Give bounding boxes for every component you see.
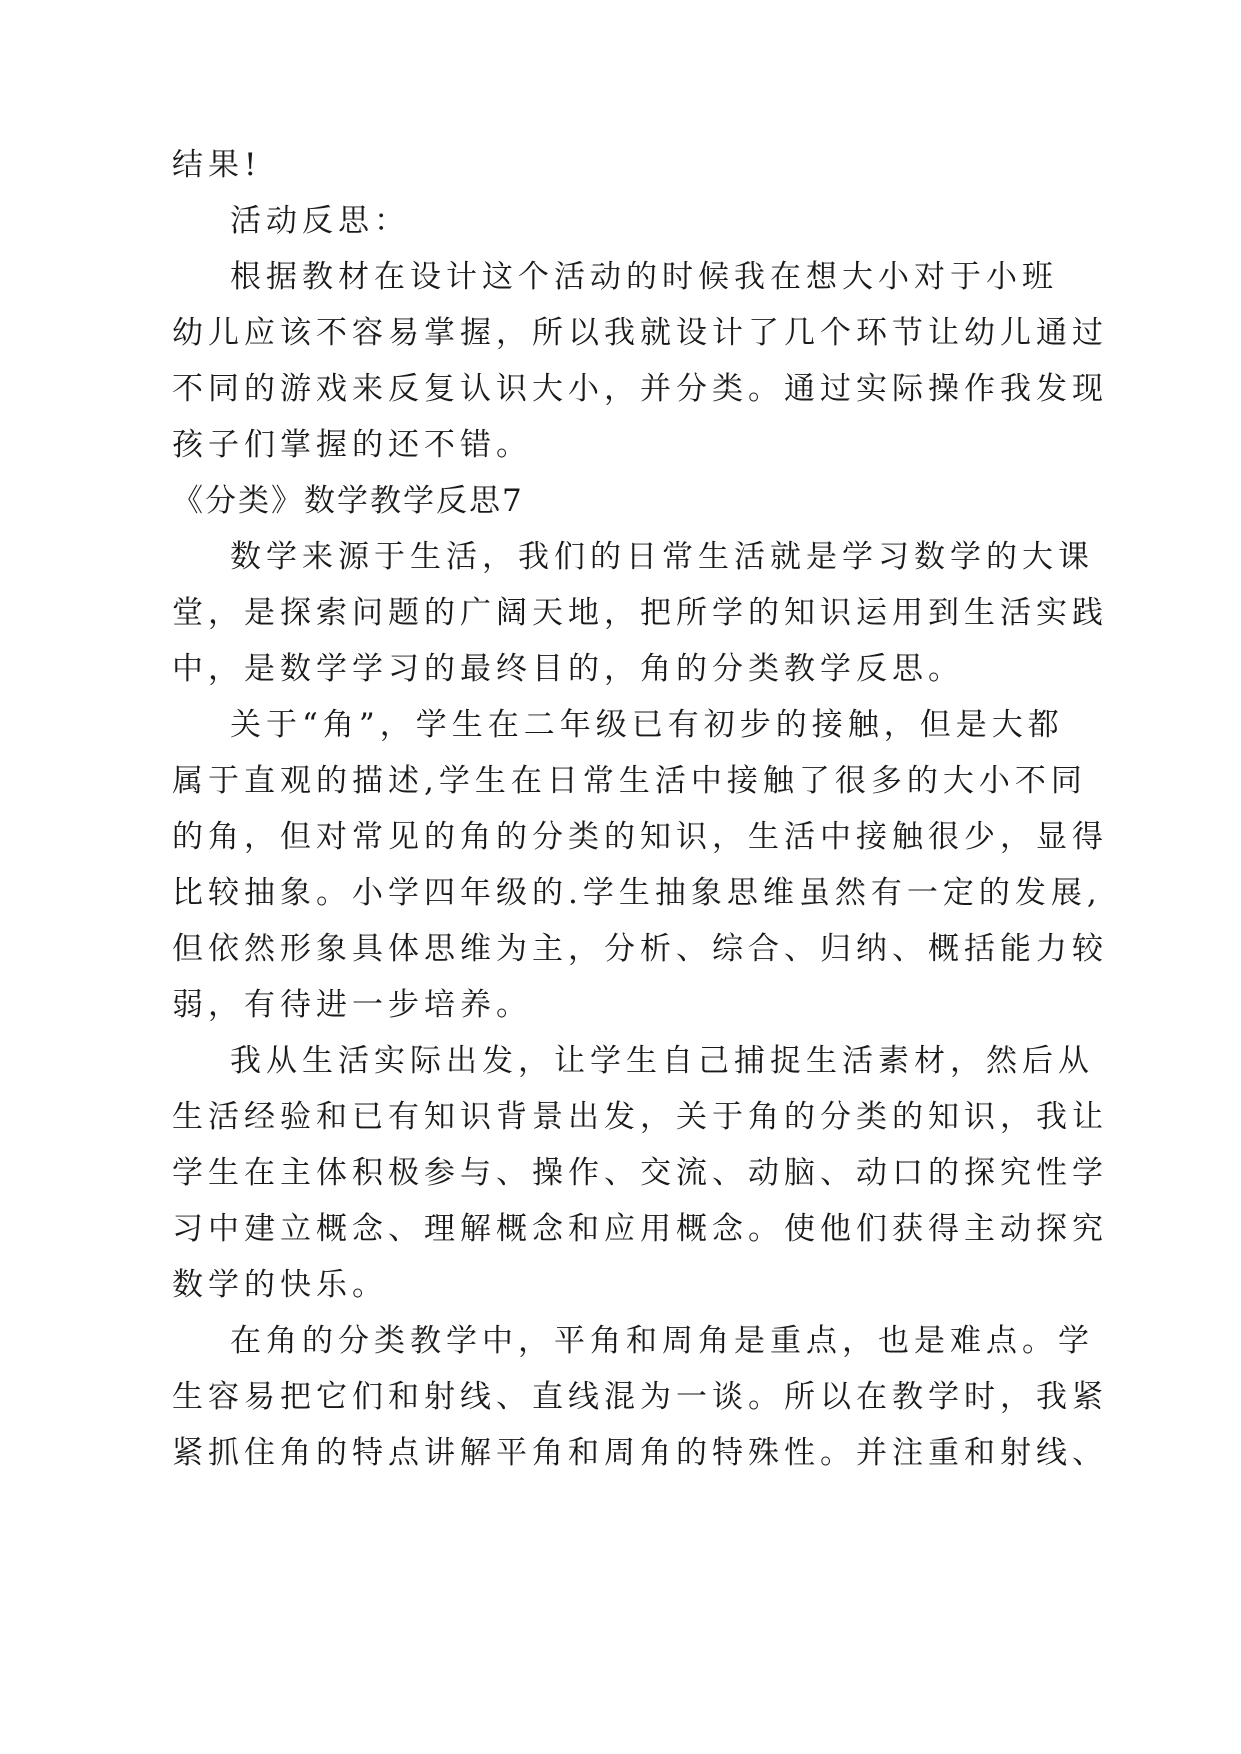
section-heading: 《分类》数学教学反思7 [172,483,524,519]
text-line: 我从生活实际出发，让学生自己捕捉生活素材，然后从 [230,1043,1094,1079]
text-line: 在角的分类教学中，平角和周角是重点，也是难点。学 [230,1323,1094,1359]
text-line: 属于直观的描述,学生在日常生活中接触了很多的大小不同 [172,763,1087,799]
text-line: 但依然形象具体思维为主，分析、综合、归纳、概括能力较 [172,931,1108,967]
text-line: 幼儿应该不容易掌握，所以我就设计了几个环节让幼儿通过 [172,315,1108,351]
text-line: 习中建立概念、理解概念和应用概念。使他们获得主动探究 [172,1211,1108,1247]
text-line: 结果! [172,147,262,183]
text-line: 堂，是探索问题的广阔天地，把所学的知识运用到生活实践 [172,595,1108,631]
text-line: 比较抽象。小学四年级的.学生抽象思维虽然有一定的发展, [172,875,1102,911]
text-line: 数学的快乐。 [172,1267,388,1303]
text-line: 紧抓住角的特点讲解平角和周角的特殊性。并注重和射线、 [172,1435,1108,1471]
text-line: 数学来源于生活，我们的日常生活就是学习数学的大课 [230,539,1094,575]
text-line: 生活经验和已有知识背景出发，关于角的分类的知识，我让 [172,1099,1108,1135]
text-line: 根据教材在设计这个活动的时候我在想大小对于小班 [230,259,1058,295]
text-line: 生容易把它们和射线、直线混为一谈。所以在教学时，我紧 [172,1379,1108,1415]
text-line: 的角，但对常见的角的分类的知识，生活中接触很少，显得 [172,819,1108,855]
text-line: 不同的游戏来反复认识大小，并分类。通过实际操作我发现 [172,371,1108,407]
text-line: 弱，有待进一步培养。 [172,987,532,1023]
text-line: 孩子们掌握的还不错。 [172,427,532,463]
section-heading: 活动反思： [230,203,410,239]
text-line: 中，是数学学习的最终目的，角的分类教学反思。 [172,651,964,687]
text-line: 关于“角”，学生在二年级已有初步的接触，但是大都 [230,707,1064,743]
text-line: 学生在主体积极参与、操作、交流、动脑、动口的探究性学 [172,1155,1108,1191]
